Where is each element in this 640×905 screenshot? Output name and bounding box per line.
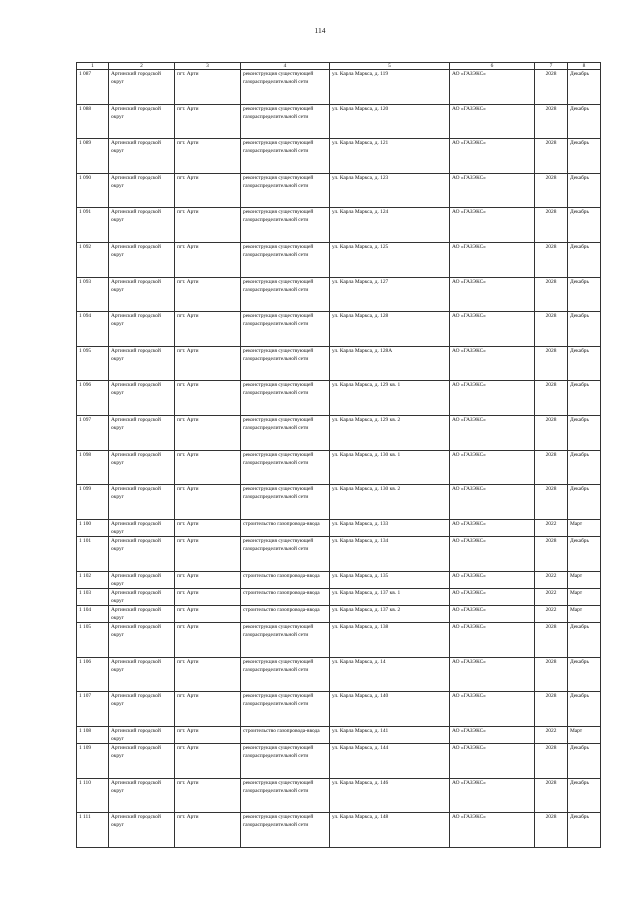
year: 2022 (535, 605, 568, 622)
row-number: 1 092 (77, 242, 109, 277)
row-number: 1 090 (77, 173, 109, 208)
month: Декабрь (568, 381, 601, 416)
row-number: 1 097 (77, 415, 109, 450)
column-number: 6 (450, 63, 535, 70)
address: ул. Карла Маркса, д. 129 кв. 2 (330, 415, 450, 450)
organization: АО «ГАЗЭКС» (450, 139, 535, 174)
organization: АО «ГАЗЭКС» (450, 778, 535, 813)
table-row (77, 571, 601, 588)
month: Март (568, 519, 601, 536)
municipality: Артинский городской округ (109, 744, 175, 779)
year: 2028 (535, 415, 568, 450)
work-type: реконструкция существующей газораспределительной сети (241, 415, 330, 450)
year: 2022 (535, 726, 568, 743)
settlement: пгт. Арти (175, 726, 241, 743)
table-row (77, 778, 601, 813)
municipality: Артинский городской округ (109, 519, 175, 536)
municipality: Артинский городской округ (109, 139, 175, 174)
month: Декабрь (568, 450, 601, 485)
municipality: Артинский городской округ (109, 173, 175, 208)
address: ул. Карла Маркса, д. 119 (330, 70, 450, 105)
month: Март (568, 571, 601, 588)
organization: АО «ГАЗЭКС» (450, 692, 535, 727)
row-number: 1 101 (77, 536, 109, 571)
settlement: пгт. Арти (175, 588, 241, 605)
month: Март (568, 605, 601, 622)
month: Декабрь (568, 208, 601, 243)
row-number: 1 098 (77, 450, 109, 485)
row-number: 1 103 (77, 588, 109, 605)
settlement: пгт. Арти (175, 173, 241, 208)
municipality: Артинский городской округ (109, 346, 175, 381)
organization: АО «ГАЗЭКС» (450, 70, 535, 105)
month: Март (568, 588, 601, 605)
address: ул. Карла Маркса, д. 128 (330, 312, 450, 347)
work-type: реконструкция существующей газораспределительной сети (241, 208, 330, 243)
month: Декабрь (568, 813, 601, 848)
work-type: строительство газопровода-ввода (241, 605, 330, 622)
work-type: реконструкция существующей газораспределительной сети (241, 657, 330, 692)
work-type: реконструкция существующей газораспределительной сети (241, 381, 330, 416)
work-type: строительство газопровода-ввода (241, 588, 330, 605)
settlement: пгт. Арти (175, 104, 241, 139)
month: Декабрь (568, 744, 601, 779)
column-number: 5 (330, 63, 450, 70)
address: ул. Карла Маркса, д. 138 (330, 623, 450, 658)
column-number: 4 (241, 63, 330, 70)
row-number: 1 095 (77, 346, 109, 381)
work-type: реконструкция существующей газораспределительной сети (241, 813, 330, 848)
address: ул. Карла Маркса, д. 127 (330, 277, 450, 312)
municipality: Артинский городской округ (109, 623, 175, 658)
row-number: 1 088 (77, 104, 109, 139)
settlement: пгт. Арти (175, 536, 241, 571)
work-type: реконструкция существующей газораспределительной сети (241, 692, 330, 727)
month: Декабрь (568, 415, 601, 450)
table-row (77, 744, 601, 779)
row-number: 1 096 (77, 381, 109, 416)
year: 2028 (535, 813, 568, 848)
organization: АО «ГАЗЭКС» (450, 536, 535, 571)
year: 2028 (535, 485, 568, 520)
month: Декабрь (568, 346, 601, 381)
month: Декабрь (568, 485, 601, 520)
row-number: 1 106 (77, 657, 109, 692)
settlement: пгт. Арти (175, 277, 241, 312)
organization: АО «ГАЗЭКС» (450, 381, 535, 416)
year: 2028 (535, 173, 568, 208)
table-row (77, 104, 601, 139)
municipality: Артинский городской округ (109, 312, 175, 347)
settlement: пгт. Арти (175, 346, 241, 381)
work-type: реконструкция существующей газораспределительной сети (241, 242, 330, 277)
municipality: Артинский городской округ (109, 208, 175, 243)
organization: АО «ГАЗЭКС» (450, 415, 535, 450)
month: Декабрь (568, 657, 601, 692)
year: 2028 (535, 70, 568, 105)
address: ул. Карла Маркса, д. 123 (330, 173, 450, 208)
municipality: Артинский городской округ (109, 277, 175, 312)
municipality: Артинский городской округ (109, 588, 175, 605)
year: 2028 (535, 104, 568, 139)
municipality: Артинский городской округ (109, 605, 175, 622)
table-row (77, 173, 601, 208)
municipality: Артинский городской округ (109, 450, 175, 485)
settlement: пгт. Арти (175, 778, 241, 813)
year: 2022 (535, 519, 568, 536)
work-type: реконструкция существующей газораспределительной сети (241, 623, 330, 658)
settlement: пгт. Арти (175, 744, 241, 779)
year: 2028 (535, 536, 568, 571)
work-type: реконструкция существующей газораспределительной сети (241, 346, 330, 381)
work-type: строительство газопровода-ввода (241, 571, 330, 588)
settlement: пгт. Арти (175, 485, 241, 520)
table-row (77, 208, 601, 243)
organization: АО «ГАЗЭКС» (450, 346, 535, 381)
table-row (77, 242, 601, 277)
organization: АО «ГАЗЭКС» (450, 519, 535, 536)
settlement: пгт. Арти (175, 692, 241, 727)
address: ул. Карла Маркса, д. 141 (330, 726, 450, 743)
address: ул. Карла Маркса, д. 133 (330, 519, 450, 536)
address: ул. Карла Маркса, д. 124 (330, 208, 450, 243)
year: 2028 (535, 381, 568, 416)
address: ул. Карла Маркса, д. 146 (330, 778, 450, 813)
settlement: пгт. Арти (175, 657, 241, 692)
year: 2028 (535, 692, 568, 727)
year: 2028 (535, 242, 568, 277)
municipality: Артинский городской округ (109, 415, 175, 450)
table-row (77, 312, 601, 347)
address: ул. Карла Маркса, д. 130 кв. 1 (330, 450, 450, 485)
year: 2028 (535, 139, 568, 174)
address: ул. Карла Маркса, д. 128А (330, 346, 450, 381)
work-type: реконструкция существующей газораспределительной сети (241, 450, 330, 485)
settlement: пгт. Арти (175, 139, 241, 174)
organization: АО «ГАЗЭКС» (450, 485, 535, 520)
column-number: 2 (109, 63, 175, 70)
organization: АО «ГАЗЭКС» (450, 623, 535, 658)
address: ул. Карла Маркса, д. 120 (330, 104, 450, 139)
table-row (77, 536, 601, 571)
organization: АО «ГАЗЭКС» (450, 104, 535, 139)
organization: АО «ГАЗЭКС» (450, 588, 535, 605)
address: ул. Карла Маркса, д. 137 кв. 2 (330, 605, 450, 622)
row-number: 1 100 (77, 519, 109, 536)
month: Декабрь (568, 692, 601, 727)
table-row (77, 346, 601, 381)
address: ул. Карла Маркса, д. 129 кв. 1 (330, 381, 450, 416)
table-row (77, 450, 601, 485)
table-row (77, 381, 601, 416)
month: Декабрь (568, 312, 601, 347)
settlement: пгт. Арти (175, 450, 241, 485)
schedule-table (76, 62, 601, 848)
table-body (77, 70, 601, 848)
address: ул. Карла Маркса, д. 125 (330, 242, 450, 277)
work-type: реконструкция существующей газораспределительной сети (241, 104, 330, 139)
table-row (77, 692, 601, 727)
address: ул. Карла Маркса, д. 148 (330, 813, 450, 848)
municipality: Артинский городской округ (109, 70, 175, 105)
row-number: 1 087 (77, 70, 109, 105)
year: 2022 (535, 588, 568, 605)
month: Декабрь (568, 70, 601, 105)
column-number-row (77, 63, 601, 70)
work-type: строительство газопровода-ввода (241, 726, 330, 743)
year: 2028 (535, 450, 568, 485)
work-type: реконструкция существующей газораспределительной сети (241, 139, 330, 174)
organization: АО «ГАЗЭКС» (450, 312, 535, 347)
settlement: пгт. Арти (175, 605, 241, 622)
settlement: пгт. Арти (175, 571, 241, 588)
table-row (77, 657, 601, 692)
table-row (77, 139, 601, 174)
month: Декабрь (568, 277, 601, 312)
year: 2028 (535, 657, 568, 692)
organization: АО «ГАЗЭКС» (450, 657, 535, 692)
organization: АО «ГАЗЭКС» (450, 571, 535, 588)
row-number: 1 111 (77, 813, 109, 848)
organization: АО «ГАЗЭКС» (450, 277, 535, 312)
month: Декабрь (568, 104, 601, 139)
month: Декабрь (568, 623, 601, 658)
row-number: 1 107 (77, 692, 109, 727)
row-number: 1 099 (77, 485, 109, 520)
work-type: реконструкция существующей газораспределительной сети (241, 485, 330, 520)
year: 2028 (535, 312, 568, 347)
municipality: Артинский городской округ (109, 726, 175, 743)
month: Декабрь (568, 242, 601, 277)
organization: АО «ГАЗЭКС» (450, 744, 535, 779)
municipality: Артинский городской округ (109, 381, 175, 416)
address: ул. Карла Маркса, д. 121 (330, 139, 450, 174)
work-type: реконструкция существующей газораспределительной сети (241, 277, 330, 312)
organization: АО «ГАЗЭКС» (450, 173, 535, 208)
work-type: реконструкция существующей газораспределительной сети (241, 778, 330, 813)
municipality: Артинский городской округ (109, 778, 175, 813)
year: 2028 (535, 208, 568, 243)
work-type: реконструкция существующей газораспределительной сети (241, 173, 330, 208)
table-row (77, 588, 601, 605)
municipality: Артинский городской округ (109, 692, 175, 727)
column-number: 3 (175, 63, 241, 70)
column-number: 1 (77, 63, 109, 70)
table-row (77, 485, 601, 520)
year: 2028 (535, 277, 568, 312)
table-row (77, 726, 601, 743)
year: 2028 (535, 778, 568, 813)
municipality: Артинский городской округ (109, 485, 175, 520)
organization: АО «ГАЗЭКС» (450, 450, 535, 485)
month: Декабрь (568, 778, 601, 813)
work-type: реконструкция существующей газораспределительной сети (241, 70, 330, 105)
address: ул. Карла Маркса, д. 135 (330, 571, 450, 588)
table-row (77, 70, 601, 105)
settlement: пгт. Арти (175, 381, 241, 416)
year: 2022 (535, 571, 568, 588)
row-number: 1 089 (77, 139, 109, 174)
address: ул. Карла Маркса, д. 130 кв. 2 (330, 485, 450, 520)
settlement: пгт. Арти (175, 813, 241, 848)
settlement: пгт. Арти (175, 70, 241, 105)
year: 2028 (535, 346, 568, 381)
organization: АО «ГАЗЭКС» (450, 208, 535, 243)
month: Март (568, 726, 601, 743)
row-number: 1 094 (77, 312, 109, 347)
year: 2028 (535, 744, 568, 779)
table-row (77, 277, 601, 312)
column-number: 7 (535, 63, 568, 70)
organization: АО «ГАЗЭКС» (450, 813, 535, 848)
municipality: Артинский городской округ (109, 571, 175, 588)
municipality: Артинский городской округ (109, 536, 175, 571)
work-type: реконструкция существующей газораспределительной сети (241, 744, 330, 779)
row-number: 1 093 (77, 277, 109, 312)
table-row (77, 623, 601, 658)
month: Декабрь (568, 139, 601, 174)
address: ул. Карла Маркса, д. 140 (330, 692, 450, 727)
column-number: 8 (568, 63, 601, 70)
organization: АО «ГАЗЭКС» (450, 605, 535, 622)
row-number: 1 108 (77, 726, 109, 743)
row-number: 1 109 (77, 744, 109, 779)
address: ул. Карла Маркса, д. 137 кв. 1 (330, 588, 450, 605)
row-number: 1 102 (77, 571, 109, 588)
municipality: Артинский городской округ (109, 657, 175, 692)
page-number: 114 (314, 26, 326, 35)
organization: АО «ГАЗЭКС» (450, 242, 535, 277)
table-row (77, 415, 601, 450)
settlement: пгт. Арти (175, 312, 241, 347)
settlement: пгт. Арти (175, 415, 241, 450)
row-number: 1 091 (77, 208, 109, 243)
address: ул. Карла Маркса, д. 134 (330, 536, 450, 571)
settlement: пгт. Арти (175, 623, 241, 658)
row-number: 1 105 (77, 623, 109, 658)
settlement: пгт. Арти (175, 519, 241, 536)
table-row (77, 605, 601, 622)
year: 2028 (535, 623, 568, 658)
address: ул. Карла Маркса, д. 144 (330, 744, 450, 779)
row-number: 1 110 (77, 778, 109, 813)
work-type: реконструкция существующей газораспределительной сети (241, 536, 330, 571)
municipality: Артинский городской округ (109, 813, 175, 848)
work-type: строительство газопровода-ввода (241, 519, 330, 536)
municipality: Артинский городской округ (109, 104, 175, 139)
work-type: реконструкция существующей газораспределительной сети (241, 312, 330, 347)
row-number: 1 104 (77, 605, 109, 622)
month: Декабрь (568, 173, 601, 208)
municipality: Артинский городской округ (109, 242, 175, 277)
address: ул. Карла Маркса, д. 14 (330, 657, 450, 692)
settlement: пгт. Арти (175, 208, 241, 243)
month: Декабрь (568, 536, 601, 571)
settlement: пгт. Арти (175, 242, 241, 277)
table-row (77, 813, 601, 848)
table-row (77, 519, 601, 536)
organization: АО «ГАЗЭКС» (450, 726, 535, 743)
